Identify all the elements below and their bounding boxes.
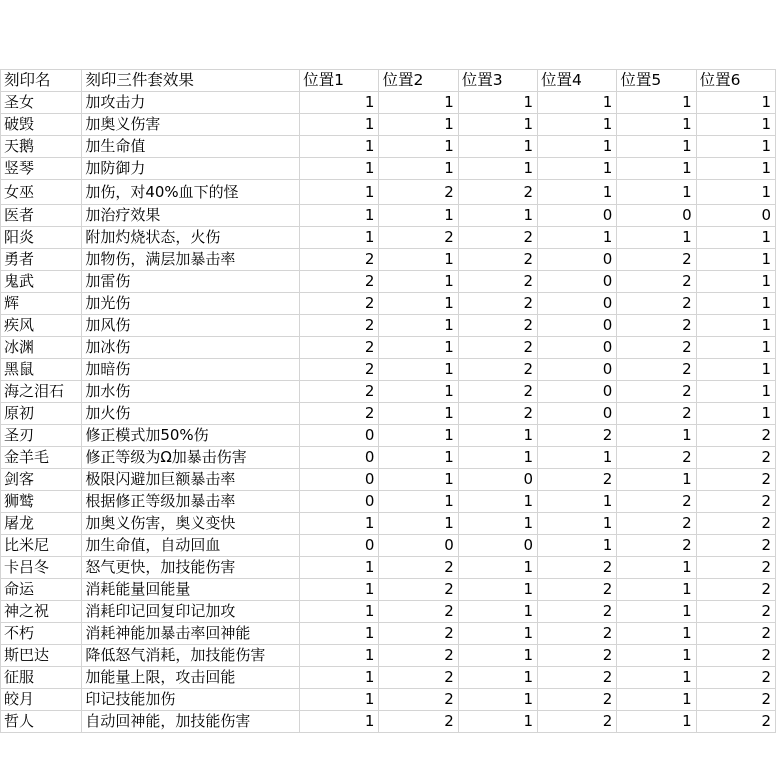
position-4-cell[interactable]: 0 <box>538 271 617 293</box>
table-row <box>1 601 776 623</box>
position-2-cell[interactable]: 2 <box>379 689 458 711</box>
engraving-name-cell[interactable]: 比米尼 <box>1 535 82 557</box>
position-5-cell[interactable]: 2 <box>617 535 696 557</box>
table-row <box>1 535 776 557</box>
position-3-cell[interactable]: 2 <box>458 403 537 425</box>
position-1-cell[interactable]: 1 <box>300 180 379 205</box>
position-6-cell[interactable]: 0 <box>696 205 775 227</box>
position-3-cell[interactable]: 2 <box>458 293 537 315</box>
engraving-name-cell[interactable]: 皎月 <box>1 689 82 711</box>
set-effect-cell[interactable]: 印记技能加伤 <box>82 689 300 711</box>
position-6-cell[interactable]: 2 <box>696 557 775 579</box>
set-effect-cell[interactable]: 怒气更快，加技能伤害 <box>82 557 300 579</box>
position-4-cell[interactable]: 1 <box>538 158 617 180</box>
table-body <box>1 92 776 733</box>
table-row <box>1 689 776 711</box>
engraving-name-cell[interactable]: 竖琴 <box>1 158 82 180</box>
position-5-cell[interactable]: 1 <box>617 469 696 491</box>
position-3-cell[interactable]: 1 <box>458 623 537 645</box>
position-5-cell[interactable]: 1 <box>617 92 696 114</box>
position-5-cell[interactable]: 1 <box>617 645 696 667</box>
position-3-cell[interactable]: 1 <box>458 667 537 689</box>
engraving-name-cell[interactable]: 女巫 <box>1 180 82 205</box>
table-row <box>1 315 776 337</box>
position-3-cell[interactable]: 2 <box>458 359 537 381</box>
engraving-name-cell[interactable]: 斯巴达 <box>1 645 82 667</box>
table-row <box>1 293 776 315</box>
table-row <box>1 249 776 271</box>
position-4-cell[interactable]: 2 <box>538 667 617 689</box>
table-row <box>1 711 776 733</box>
table-row <box>1 447 776 469</box>
position-5-cell[interactable]: 1 <box>617 667 696 689</box>
table-row <box>1 491 776 513</box>
position-1-cell[interactable]: 1 <box>300 136 379 158</box>
position-5-cell[interactable]: 1 <box>617 180 696 205</box>
engraving-name-cell[interactable]: 金羊毛 <box>1 447 82 469</box>
position-1-cell[interactable]: 1 <box>300 158 379 180</box>
engraving-name-cell[interactable]: 阳炎 <box>1 227 82 249</box>
position-6-cell[interactable]: 2 <box>696 535 775 557</box>
position-6-cell[interactable]: 1 <box>696 249 775 271</box>
position-1-cell[interactable]: 2 <box>300 381 379 403</box>
set-effect-cell[interactable]: 附加灼烧状态，火伤 <box>82 227 300 249</box>
position-1-cell[interactable]: 2 <box>300 337 379 359</box>
position-5-cell[interactable]: 1 <box>617 158 696 180</box>
set-effect-cell[interactable]: 消耗能量回能量 <box>82 579 300 601</box>
position-2-cell[interactable]: 1 <box>379 205 458 227</box>
set-effect-cell[interactable]: 修正等级为Ω加暴击伤害 <box>82 447 300 469</box>
engraving-name-cell[interactable]: 黑鼠 <box>1 359 82 381</box>
engraving-table <box>0 69 776 733</box>
set-effect-cell[interactable]: 加风伤 <box>82 315 300 337</box>
position-5-cell[interactable]: 0 <box>617 205 696 227</box>
position-5-cell[interactable]: 1 <box>617 557 696 579</box>
position-2-cell[interactable]: 1 <box>379 381 458 403</box>
position-5-cell[interactable]: 2 <box>617 315 696 337</box>
position-5-cell[interactable]: 1 <box>617 601 696 623</box>
table-row <box>1 114 776 136</box>
position-6-cell[interactable]: 2 <box>696 513 775 535</box>
position-1-cell[interactable]: 0 <box>300 469 379 491</box>
position-1-cell[interactable]: 2 <box>300 403 379 425</box>
position-6-cell[interactable]: 1 <box>696 158 775 180</box>
position-3-cell[interactable]: 1 <box>458 114 537 136</box>
table-row <box>1 271 776 293</box>
position-4-cell[interactable]: 0 <box>538 293 617 315</box>
table-row <box>1 469 776 491</box>
column-header[interactable]: 位置2 <box>379 70 458 92</box>
position-1-cell[interactable]: 1 <box>300 667 379 689</box>
table-row <box>1 337 776 359</box>
position-1-cell[interactable]: 2 <box>300 315 379 337</box>
set-effect-cell[interactable]: 加奥义伤害 <box>82 114 300 136</box>
position-5-cell[interactable]: 2 <box>617 381 696 403</box>
position-4-cell[interactable]: 0 <box>538 315 617 337</box>
set-effect-cell[interactable]: 消耗印记回复印记加攻 <box>82 601 300 623</box>
position-2-cell[interactable]: 1 <box>379 136 458 158</box>
engraving-name-cell[interactable]: 辉 <box>1 293 82 315</box>
position-5-cell[interactable]: 1 <box>617 689 696 711</box>
header-row <box>1 70 776 92</box>
position-3-cell[interactable]: 1 <box>458 158 537 180</box>
position-3-cell[interactable]: 2 <box>458 271 537 293</box>
position-1-cell[interactable]: 0 <box>300 447 379 469</box>
position-6-cell[interactable]: 1 <box>696 114 775 136</box>
position-1-cell[interactable]: 1 <box>300 227 379 249</box>
table-row <box>1 623 776 645</box>
set-effect-cell[interactable]: 极限闪避加巨额暴击率 <box>82 469 300 491</box>
position-6-cell[interactable]: 2 <box>696 491 775 513</box>
position-5-cell[interactable]: 1 <box>617 227 696 249</box>
table-row <box>1 425 776 447</box>
table-row <box>1 645 776 667</box>
table-row <box>1 205 776 227</box>
position-4-cell[interactable]: 1 <box>538 491 617 513</box>
position-2-cell[interactable]: 1 <box>379 359 458 381</box>
set-effect-cell[interactable]: 加防御力 <box>82 158 300 180</box>
position-1-cell[interactable]: 1 <box>300 513 379 535</box>
position-5-cell[interactable]: 1 <box>617 579 696 601</box>
position-3-cell[interactable]: 1 <box>458 92 537 114</box>
position-6-cell[interactable]: 1 <box>696 227 775 249</box>
position-4-cell[interactable]: 1 <box>538 180 617 205</box>
position-3-cell[interactable]: 2 <box>458 337 537 359</box>
engraving-name-cell[interactable]: 神之祝 <box>1 601 82 623</box>
set-effect-cell[interactable]: 加水伤 <box>82 381 300 403</box>
engraving-name-cell[interactable]: 原初 <box>1 403 82 425</box>
position-3-cell[interactable]: 2 <box>458 249 537 271</box>
position-3-cell[interactable]: 2 <box>458 227 537 249</box>
position-3-cell[interactable]: 1 <box>458 579 537 601</box>
position-5-cell[interactable]: 1 <box>617 136 696 158</box>
position-2-cell[interactable]: 1 <box>379 271 458 293</box>
engraving-name-cell[interactable]: 剑客 <box>1 469 82 491</box>
position-6-cell[interactable]: 2 <box>696 447 775 469</box>
column-header[interactable]: 刻印名 <box>1 70 82 92</box>
table-row <box>1 92 776 114</box>
column-header[interactable]: 位置4 <box>538 70 617 92</box>
position-2-cell[interactable]: 2 <box>379 711 458 733</box>
position-1-cell[interactable]: 1 <box>300 689 379 711</box>
set-effect-cell[interactable]: 加光伤 <box>82 293 300 315</box>
engraving-name-cell[interactable]: 圣女 <box>1 92 82 114</box>
position-2-cell[interactable]: 1 <box>379 337 458 359</box>
position-1-cell[interactable]: 2 <box>300 359 379 381</box>
set-effect-cell[interactable]: 加物伤，满层加暴击率 <box>82 249 300 271</box>
position-5-cell[interactable]: 2 <box>617 337 696 359</box>
position-6-cell[interactable]: 2 <box>696 579 775 601</box>
set-effect-cell[interactable]: 加攻击力 <box>82 92 300 114</box>
table-row <box>1 579 776 601</box>
set-effect-cell[interactable]: 加能量上限，攻击回能 <box>82 667 300 689</box>
position-5-cell[interactable]: 2 <box>617 359 696 381</box>
table-row <box>1 667 776 689</box>
position-4-cell[interactable]: 1 <box>538 114 617 136</box>
position-3-cell[interactable]: 1 <box>458 711 537 733</box>
set-effect-cell[interactable]: 加冰伤 <box>82 337 300 359</box>
position-1-cell[interactable]: 1 <box>300 623 379 645</box>
position-1-cell[interactable]: 1 <box>300 114 379 136</box>
position-1-cell[interactable]: 0 <box>300 491 379 513</box>
position-3-cell[interactable]: 2 <box>458 315 537 337</box>
engraving-name-cell[interactable]: 医者 <box>1 205 82 227</box>
position-2-cell[interactable]: 2 <box>379 601 458 623</box>
position-6-cell[interactable]: 1 <box>696 359 775 381</box>
position-2-cell[interactable]: 1 <box>379 513 458 535</box>
position-3-cell[interactable]: 2 <box>458 381 537 403</box>
engraving-name-cell[interactable]: 卡吕冬 <box>1 557 82 579</box>
engraving-name-cell[interactable]: 圣刃 <box>1 425 82 447</box>
position-5-cell[interactable]: 1 <box>617 114 696 136</box>
set-effect-cell[interactable]: 加暗伤 <box>82 359 300 381</box>
engraving-name-cell[interactable]: 不朽 <box>1 623 82 645</box>
position-6-cell[interactable]: 2 <box>696 601 775 623</box>
position-2-cell[interactable]: 1 <box>379 425 458 447</box>
position-5-cell[interactable]: 2 <box>617 491 696 513</box>
position-2-cell[interactable]: 1 <box>379 249 458 271</box>
position-5-cell[interactable]: 2 <box>617 249 696 271</box>
table-row <box>1 359 776 381</box>
position-6-cell[interactable]: 1 <box>696 180 775 205</box>
position-2-cell[interactable]: 2 <box>379 667 458 689</box>
position-4-cell[interactable]: 1 <box>538 447 617 469</box>
position-1-cell[interactable]: 2 <box>300 293 379 315</box>
position-1-cell[interactable]: 0 <box>300 535 379 557</box>
position-6-cell[interactable]: 1 <box>696 337 775 359</box>
table-row <box>1 403 776 425</box>
set-effect-cell[interactable]: 降低怒气消耗，加技能伤害 <box>82 645 300 667</box>
table-row <box>1 227 776 249</box>
engraving-name-cell[interactable]: 鬼武 <box>1 271 82 293</box>
position-5-cell[interactable]: 1 <box>617 425 696 447</box>
column-header[interactable]: 刻印三件套效果 <box>82 70 300 92</box>
set-effect-cell[interactable]: 加生命值 <box>82 136 300 158</box>
engraving-name-cell[interactable]: 屠龙 <box>1 513 82 535</box>
column-header[interactable]: 位置1 <box>300 70 379 92</box>
position-1-cell[interactable]: 1 <box>300 601 379 623</box>
position-3-cell[interactable]: 1 <box>458 645 537 667</box>
position-4-cell[interactable]: 2 <box>538 469 617 491</box>
column-header[interactable]: 位置3 <box>458 70 537 92</box>
position-3-cell[interactable]: 1 <box>458 491 537 513</box>
position-4-cell[interactable]: 2 <box>538 601 617 623</box>
position-6-cell[interactable]: 2 <box>696 711 775 733</box>
position-2-cell[interactable]: 2 <box>379 645 458 667</box>
position-2-cell[interactable]: 2 <box>379 227 458 249</box>
position-5-cell[interactable]: 2 <box>617 271 696 293</box>
position-4-cell[interactable]: 0 <box>538 205 617 227</box>
table-row <box>1 381 776 403</box>
engraving-name-cell[interactable]: 狮鹫 <box>1 491 82 513</box>
position-1-cell[interactable]: 1 <box>300 711 379 733</box>
position-5-cell[interactable]: 1 <box>617 711 696 733</box>
position-1-cell[interactable]: 1 <box>300 645 379 667</box>
position-6-cell[interactable]: 1 <box>696 136 775 158</box>
set-effect-cell[interactable]: 自动回神能，加技能伤害 <box>82 711 300 733</box>
position-6-cell[interactable]: 1 <box>696 293 775 315</box>
position-1-cell[interactable]: 1 <box>300 92 379 114</box>
table-row <box>1 557 776 579</box>
position-6-cell[interactable]: 1 <box>696 271 775 293</box>
position-4-cell[interactable]: 2 <box>538 425 617 447</box>
table-row <box>1 513 776 535</box>
position-2-cell[interactable]: 2 <box>379 180 458 205</box>
position-4-cell[interactable]: 2 <box>538 557 617 579</box>
position-3-cell[interactable]: 1 <box>458 689 537 711</box>
engraving-name-cell[interactable]: 破毁 <box>1 114 82 136</box>
position-4-cell[interactable]: 2 <box>538 711 617 733</box>
position-6-cell[interactable]: 1 <box>696 381 775 403</box>
position-4-cell[interactable]: 2 <box>538 689 617 711</box>
position-5-cell[interactable]: 2 <box>617 403 696 425</box>
position-5-cell[interactable]: 2 <box>617 513 696 535</box>
set-effect-cell[interactable]: 修正模式加50%伤 <box>82 425 300 447</box>
set-effect-cell[interactable]: 加奥义伤害，奥义变快 <box>82 513 300 535</box>
set-effect-cell[interactable]: 加雷伤 <box>82 271 300 293</box>
position-2-cell[interactable]: 1 <box>379 158 458 180</box>
set-effect-cell[interactable]: 加火伤 <box>82 403 300 425</box>
position-2-cell[interactable]: 1 <box>379 114 458 136</box>
engraving-name-cell[interactable]: 疾风 <box>1 315 82 337</box>
engraving-name-cell[interactable]: 冰渊 <box>1 337 82 359</box>
engraving-name-cell[interactable]: 命运 <box>1 579 82 601</box>
position-2-cell[interactable]: 0 <box>379 535 458 557</box>
position-4-cell[interactable]: 0 <box>538 403 617 425</box>
position-4-cell[interactable]: 0 <box>538 381 617 403</box>
position-1-cell[interactable]: 1 <box>300 557 379 579</box>
column-header[interactable]: 位置6 <box>696 70 775 92</box>
table-row <box>1 180 776 205</box>
position-3-cell[interactable]: 0 <box>458 469 537 491</box>
position-4-cell[interactable]: 1 <box>538 136 617 158</box>
position-4-cell[interactable]: 2 <box>538 579 617 601</box>
position-3-cell[interactable]: 1 <box>458 447 537 469</box>
position-6-cell[interactable]: 2 <box>696 425 775 447</box>
engraving-name-cell[interactable]: 天鹅 <box>1 136 82 158</box>
position-2-cell[interactable]: 1 <box>379 447 458 469</box>
set-effect-cell[interactable]: 加生命值，自动回血 <box>82 535 300 557</box>
position-5-cell[interactable]: 2 <box>617 293 696 315</box>
position-4-cell[interactable]: 2 <box>538 623 617 645</box>
position-4-cell[interactable]: 0 <box>538 337 617 359</box>
position-4-cell[interactable]: 1 <box>538 92 617 114</box>
engraving-name-cell[interactable]: 哲人 <box>1 711 82 733</box>
position-1-cell[interactable]: 2 <box>300 271 379 293</box>
position-2-cell[interactable]: 1 <box>379 469 458 491</box>
set-effect-cell[interactable]: 根据修正等级加暴击率 <box>82 491 300 513</box>
table-row <box>1 158 776 180</box>
table-row <box>1 136 776 158</box>
position-3-cell[interactable]: 2 <box>458 180 537 205</box>
position-6-cell[interactable]: 2 <box>696 667 775 689</box>
position-2-cell[interactable]: 2 <box>379 557 458 579</box>
position-6-cell[interactable]: 2 <box>696 689 775 711</box>
position-3-cell[interactable]: 1 <box>458 557 537 579</box>
position-4-cell[interactable]: 0 <box>538 249 617 271</box>
position-2-cell[interactable]: 1 <box>379 491 458 513</box>
position-3-cell[interactable]: 1 <box>458 205 537 227</box>
position-6-cell[interactable]: 1 <box>696 92 775 114</box>
position-1-cell[interactable]: 0 <box>300 425 379 447</box>
position-3-cell[interactable]: 1 <box>458 136 537 158</box>
position-2-cell[interactable]: 1 <box>379 403 458 425</box>
set-effect-cell[interactable]: 加治疗效果 <box>82 205 300 227</box>
position-1-cell[interactable]: 1 <box>300 579 379 601</box>
engraving-name-cell[interactable]: 海之泪石 <box>1 381 82 403</box>
position-4-cell[interactable]: 1 <box>538 227 617 249</box>
position-5-cell[interactable]: 1 <box>617 623 696 645</box>
position-4-cell[interactable]: 2 <box>538 645 617 667</box>
position-4-cell[interactable]: 1 <box>538 535 617 557</box>
set-effect-cell[interactable]: 加伤，对40%血下的怪 <box>82 180 300 205</box>
position-4-cell[interactable]: 1 <box>538 513 617 535</box>
column-header[interactable]: 位置5 <box>617 70 696 92</box>
position-6-cell[interactable]: 1 <box>696 403 775 425</box>
position-6-cell[interactable]: 2 <box>696 645 775 667</box>
position-3-cell[interactable]: 0 <box>458 535 537 557</box>
set-effect-cell[interactable]: 消耗神能加暴击率回神能 <box>82 623 300 645</box>
position-2-cell[interactable]: 1 <box>379 293 458 315</box>
position-6-cell[interactable]: 1 <box>696 315 775 337</box>
position-2-cell[interactable]: 1 <box>379 92 458 114</box>
position-3-cell[interactable]: 1 <box>458 513 537 535</box>
spreadsheet <box>0 69 776 733</box>
engraving-name-cell[interactable]: 征服 <box>1 667 82 689</box>
position-6-cell[interactable]: 2 <box>696 623 775 645</box>
position-2-cell[interactable]: 2 <box>379 579 458 601</box>
position-5-cell[interactable]: 2 <box>617 447 696 469</box>
position-2-cell[interactable]: 2 <box>379 623 458 645</box>
position-6-cell[interactable]: 2 <box>696 469 775 491</box>
position-1-cell[interactable]: 2 <box>300 249 379 271</box>
position-2-cell[interactable]: 1 <box>379 315 458 337</box>
position-1-cell[interactable]: 1 <box>300 205 379 227</box>
position-3-cell[interactable]: 1 <box>458 425 537 447</box>
engraving-name-cell[interactable]: 勇者 <box>1 249 82 271</box>
position-4-cell[interactable]: 0 <box>538 359 617 381</box>
position-3-cell[interactable]: 1 <box>458 601 537 623</box>
